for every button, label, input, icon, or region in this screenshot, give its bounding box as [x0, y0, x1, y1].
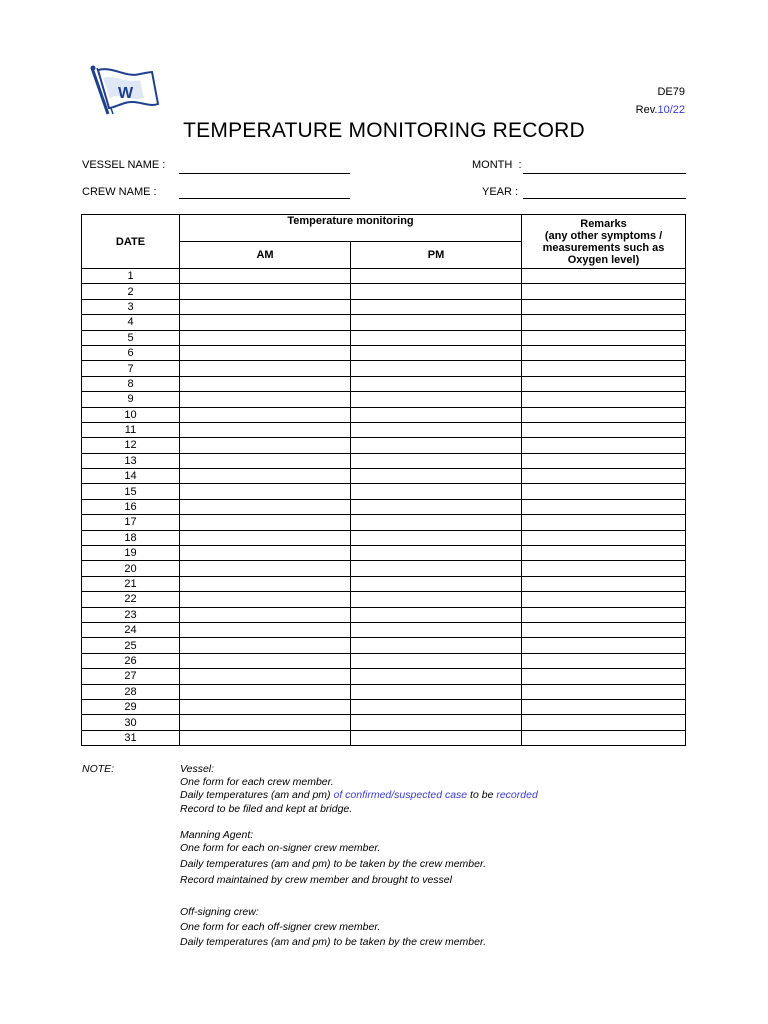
manning-note-line: One form for each on-signer crew member.: [180, 842, 381, 855]
table-row: [82, 638, 686, 653]
table-row: [82, 684, 686, 699]
date-cell: 2: [82, 284, 180, 299]
am-cell[interactable]: [180, 315, 351, 330]
table-row: [82, 284, 686, 299]
page-title: TEMPERATURE MONITORING RECORD: [183, 119, 585, 142]
table-row: [82, 330, 686, 345]
date-cell: 27: [82, 669, 180, 684]
table-row: [82, 345, 686, 360]
pm-cell[interactable]: [351, 561, 522, 576]
remarks-cell[interactable]: [522, 392, 686, 407]
offsigning-note-line: One form for each off-signer crew member.: [180, 920, 381, 933]
date-cell: 13: [82, 453, 180, 468]
am-cell[interactable]: [180, 376, 351, 391]
vessel-note-line: Record to be filed and kept at bridge.: [180, 802, 353, 815]
table-row: [82, 438, 686, 453]
offsigning-note-heading: Off-signing crew:: [180, 905, 259, 918]
date-cell: 5: [82, 330, 180, 345]
revision: [636, 104, 685, 116]
table-row: [82, 361, 686, 376]
table-row: [82, 530, 686, 545]
am-cell[interactable]: [180, 453, 351, 468]
date-cell: 25: [82, 638, 180, 653]
remarks-detail-1: (any other symptoms /: [544, 229, 663, 242]
remarks-cell[interactable]: [522, 561, 686, 576]
date-cell: 26: [82, 653, 180, 668]
table-row: [82, 376, 686, 391]
pm-cell[interactable]: [351, 438, 522, 453]
remarks-cell[interactable]: [522, 622, 686, 637]
table-row: [82, 484, 686, 499]
table-row: [82, 730, 686, 745]
table-row: [82, 299, 686, 314]
table-row: [82, 407, 686, 422]
pm-cell[interactable]: [351, 576, 522, 591]
remarks-cell[interactable]: [522, 607, 686, 622]
remarks-header: [522, 215, 686, 269]
am-cell[interactable]: [180, 269, 351, 284]
date-cell: 9: [82, 392, 180, 407]
vessel-note-heading: Vessel:: [180, 763, 215, 775]
date-cell: 28: [82, 684, 180, 699]
table-row: [82, 592, 686, 607]
remarks-cell[interactable]: [522, 469, 686, 484]
manning-note-line: Record maintained by crew member and brought to vessel: [180, 874, 452, 887]
remarks-cell[interactable]: [522, 684, 686, 699]
pm-cell[interactable]: [351, 730, 522, 745]
remarks-cell[interactable]: [522, 284, 686, 299]
table-row: [82, 453, 686, 468]
document-code: DE79: [657, 86, 685, 98]
remarks-cell[interactable]: [522, 299, 686, 314]
remarks-cell[interactable]: [522, 315, 686, 330]
date-header: DATE: [82, 215, 180, 269]
date-cell: 16: [82, 499, 180, 514]
am-cell[interactable]: [180, 576, 351, 591]
date-cell: 23: [82, 607, 180, 622]
date-cell: 15: [82, 484, 180, 499]
date-cell: 14: [82, 469, 180, 484]
pm-cell[interactable]: [351, 376, 522, 391]
am-cell[interactable]: [180, 622, 351, 637]
company-flag-logo: [88, 64, 160, 116]
pm-cell[interactable]: [351, 284, 522, 299]
pm-cell[interactable]: [351, 422, 522, 437]
date-cell: 18: [82, 530, 180, 545]
vessel-note-line: [180, 789, 680, 802]
table-row: [82, 469, 686, 484]
pm-cell[interactable]: [351, 299, 522, 314]
am-cell[interactable]: [180, 638, 351, 653]
pm-cell[interactable]: [351, 392, 522, 407]
pm-cell[interactable]: [351, 469, 522, 484]
pm-cell[interactable]: [351, 699, 522, 714]
pm-cell[interactable]: [351, 484, 522, 499]
remarks-cell[interactable]: [522, 499, 686, 514]
am-cell[interactable]: [180, 546, 351, 561]
logo-letter: W: [118, 85, 134, 102]
am-cell[interactable]: [180, 345, 351, 360]
table-row: [82, 653, 686, 668]
remarks-cell[interactable]: [522, 530, 686, 545]
am-cell[interactable]: [180, 330, 351, 345]
table-row: [82, 715, 686, 730]
table-row: [82, 699, 686, 714]
remarks-cell[interactable]: [522, 484, 686, 499]
date-cell: 12: [82, 438, 180, 453]
remarks-cell[interactable]: [522, 638, 686, 653]
am-cell[interactable]: [180, 684, 351, 699]
am-cell[interactable]: [180, 422, 351, 437]
remarks-cell[interactable]: [522, 699, 686, 714]
date-cell: 29: [82, 699, 180, 714]
temperature-monitoring-header: Temperature monitoring: [180, 215, 522, 242]
note-label: NOTE:: [82, 763, 115, 775]
am-cell[interactable]: [180, 407, 351, 422]
remarks-title: Remarks: [580, 217, 627, 230]
pm-cell[interactable]: [351, 407, 522, 422]
am-cell[interactable]: [180, 299, 351, 314]
pm-cell[interactable]: [351, 638, 522, 653]
pm-cell[interactable]: [351, 530, 522, 545]
remarks-cell[interactable]: [522, 361, 686, 376]
vessel-name-field[interactable]: [179, 173, 350, 174]
pm-cell[interactable]: [351, 607, 522, 622]
am-cell[interactable]: [180, 284, 351, 299]
date-cell: 21: [82, 576, 180, 591]
remarks-cell[interactable]: [522, 422, 686, 437]
manning-note-line: Daily temperatures (am and pm) to be taken by the crew member.: [180, 858, 486, 871]
crew-name-field[interactable]: [179, 198, 350, 199]
table-row: [82, 561, 686, 576]
remarks-cell[interactable]: [522, 453, 686, 468]
remarks-cell[interactable]: [522, 653, 686, 668]
crew-name-label: CREW NAME :: [82, 186, 157, 198]
am-cell[interactable]: [180, 361, 351, 376]
note-text-highlight: recorded: [496, 789, 538, 802]
date-cell: 1: [82, 269, 180, 284]
table-row: [82, 622, 686, 637]
am-cell[interactable]: [180, 469, 351, 484]
vessel-name-label: VESSEL NAME :: [82, 159, 166, 171]
manning-note-heading: Manning Agent:: [180, 828, 254, 841]
remarks-cell[interactable]: [522, 669, 686, 684]
remarks-detail-3: Oxygen level): [567, 253, 640, 266]
date-cell: 20: [82, 561, 180, 576]
remarks-cell[interactable]: [522, 592, 686, 607]
pm-cell[interactable]: [351, 269, 522, 284]
note-text-highlight: of confirmed/suspected case: [333, 789, 468, 802]
table-row: [82, 546, 686, 561]
am-cell[interactable]: [180, 499, 351, 514]
am-cell[interactable]: [180, 653, 351, 668]
am-cell[interactable]: [180, 438, 351, 453]
pm-cell[interactable]: [351, 592, 522, 607]
vessel-note-line: One form for each crew member.: [180, 776, 334, 789]
pm-cell[interactable]: [351, 684, 522, 699]
pm-cell[interactable]: [351, 345, 522, 360]
table-row: [82, 315, 686, 330]
table-row: [82, 269, 686, 284]
am-header: AM: [180, 242, 351, 269]
date-cell: 17: [82, 515, 180, 530]
remarks-cell[interactable]: [522, 546, 686, 561]
note-text: Daily temperatures (am and pm): [180, 789, 334, 802]
remarks-detail-2: measurements such as: [542, 241, 665, 254]
am-cell[interactable]: [180, 561, 351, 576]
remarks-cell[interactable]: [522, 715, 686, 730]
pm-cell[interactable]: [351, 515, 522, 530]
month-field[interactable]: [523, 173, 686, 174]
date-cell: 10: [82, 407, 180, 422]
date-cell: 6: [82, 345, 180, 360]
note-text: to be: [467, 789, 497, 802]
pm-cell[interactable]: [351, 330, 522, 345]
year-label: YEAR :: [482, 186, 519, 198]
pm-cell[interactable]: [351, 315, 522, 330]
year-field[interactable]: [523, 198, 686, 199]
date-cell: 19: [82, 546, 180, 561]
pm-cell[interactable]: [351, 361, 522, 376]
table-row: [82, 422, 686, 437]
table-row: [82, 499, 686, 514]
table-row: [82, 607, 686, 622]
notes-block: [180, 763, 680, 949]
remarks-cell[interactable]: [522, 269, 686, 284]
am-cell[interactable]: [180, 392, 351, 407]
remarks-cell[interactable]: [522, 376, 686, 391]
date-cell: 24: [82, 622, 180, 637]
am-cell[interactable]: [180, 730, 351, 745]
date-cell: 11: [82, 422, 180, 437]
pm-cell[interactable]: [351, 622, 522, 637]
table-row: [82, 392, 686, 407]
am-cell[interactable]: [180, 715, 351, 730]
pm-cell[interactable]: [351, 453, 522, 468]
am-cell[interactable]: [180, 515, 351, 530]
remarks-cell[interactable]: [522, 330, 686, 345]
date-cell: 30: [82, 715, 180, 730]
date-cell: 3: [82, 299, 180, 314]
revision-date: 10/22: [657, 104, 685, 116]
date-cell: 22: [82, 592, 180, 607]
am-cell[interactable]: [180, 592, 351, 607]
pm-cell[interactable]: [351, 653, 522, 668]
pm-cell[interactable]: [351, 669, 522, 684]
table-row: [82, 576, 686, 591]
date-cell: 4: [82, 315, 180, 330]
am-cell[interactable]: [180, 669, 351, 684]
pm-cell[interactable]: [351, 546, 522, 561]
offsigning-note-line: Daily temperatures (am and pm) to be taken by the crew member.: [180, 936, 486, 949]
remarks-cell[interactable]: [522, 407, 686, 422]
table-row: [82, 515, 686, 530]
date-cell: 31: [82, 730, 180, 745]
remarks-cell[interactable]: [522, 438, 686, 453]
remarks-cell[interactable]: [522, 515, 686, 530]
pm-cell[interactable]: [351, 715, 522, 730]
am-cell[interactable]: [180, 607, 351, 622]
am-cell[interactable]: [180, 484, 351, 499]
date-cell: 7: [82, 361, 180, 376]
remarks-cell[interactable]: [522, 730, 686, 745]
pm-header: PM: [351, 242, 522, 269]
table-row: [82, 669, 686, 684]
remarks-cell[interactable]: [522, 345, 686, 360]
revision-label: Rev.: [635, 104, 658, 116]
month-label: MONTH :: [472, 159, 522, 171]
date-cell: 8: [82, 376, 180, 391]
am-cell[interactable]: [180, 699, 351, 714]
pm-cell[interactable]: [351, 499, 522, 514]
temperature-table: [81, 214, 686, 746]
remarks-cell[interactable]: [522, 576, 686, 591]
am-cell[interactable]: [180, 530, 351, 545]
